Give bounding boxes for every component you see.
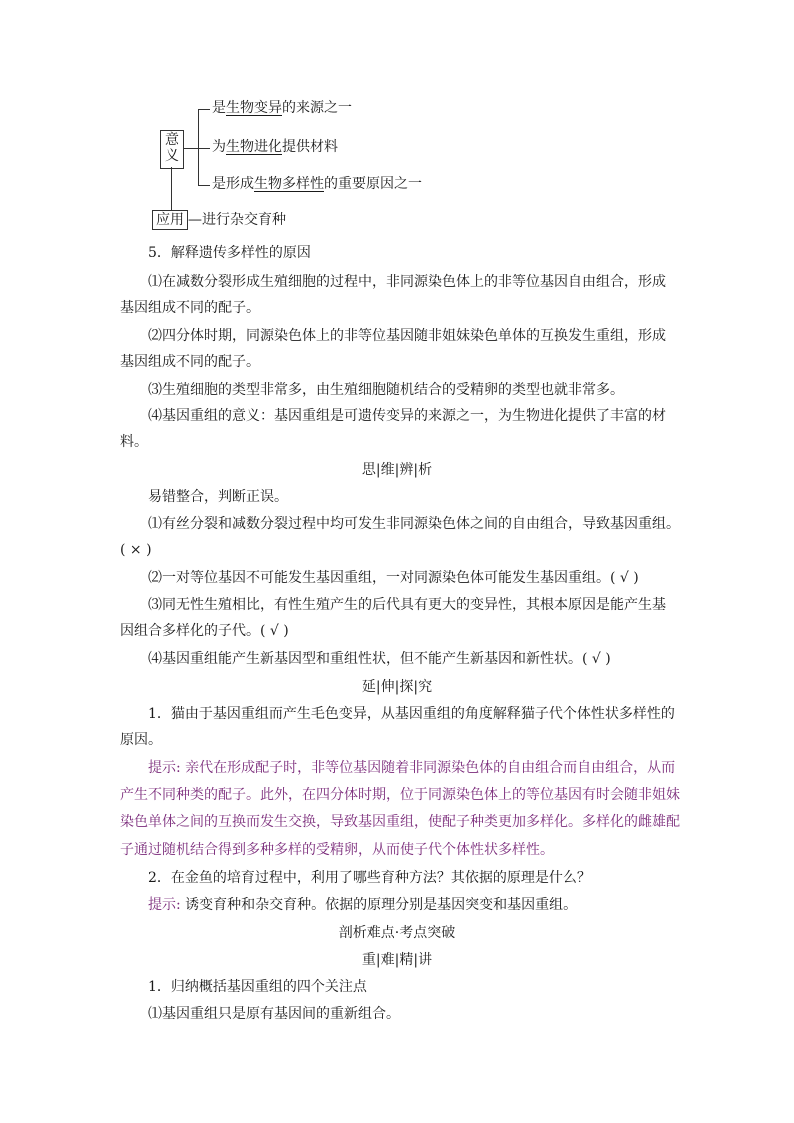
hint-paragraph: 提示: 诱变育种和杂交育种。依据的原理分别是基因突变和基因重组。	[148, 897, 578, 913]
diagram-connector	[198, 185, 210, 186]
paragraph: 易错整合，判断正误。	[148, 489, 288, 505]
question: 原因。	[120, 732, 162, 748]
section-heading: 剖析难点·考点突破	[338, 925, 456, 941]
paragraph: ⑷基因重组的意义：基因重组是可遗传变异的来源之一，为生物进化提供了丰富的材	[148, 408, 666, 424]
hint-label: 提示:	[148, 760, 181, 776]
branch-3: 是形成生物多样性的重要原因之一	[212, 176, 422, 192]
question: ⑵一对等位基因不可能发生基因重组，一对同源染色体可能发生基因重组。( √ )	[148, 570, 639, 586]
meaning-box	[160, 130, 184, 169]
diagram-connector	[184, 148, 198, 149]
question: ⑷基因重组能产生新基因型和重组性状，但不能产生新基因和新性状。( √ )	[148, 651, 611, 667]
diagram-connector	[198, 109, 210, 110]
meaning-label-2: 义	[165, 148, 179, 164]
question: 因组合多样化的子代。( √ )	[120, 623, 289, 639]
diagram-bracket	[198, 109, 199, 185]
question: ⑶同无性生殖相比，有性生殖产生的后代具有更大的变异性，其根本原因是能产生基	[148, 597, 666, 613]
diagram-connector	[198, 148, 210, 149]
application-box	[152, 210, 188, 230]
meaning-label-1: 意	[165, 132, 179, 148]
hint-paragraph: 产生不同种类的配子。此外，在四分体时期，位于同源染色体上的等位基因有时会随非姐妹	[120, 787, 680, 803]
paragraph: 基因组成不同的配子。	[120, 300, 260, 316]
paragraph: ⑵四分体时期，同源染色体上的非等位基因随非姐妹染色单体的互换发生重组，形成	[148, 328, 666, 344]
question: ⑴有丝分裂和减数分裂过程中均可发生非同源染色体之间的自由组合，导致基因重组。	[148, 516, 680, 532]
hint-paragraph: 染色单体之间的互换而发生交换，导致基因重组，使配子种类更加多样化。多样化的雌雄配	[120, 814, 680, 830]
answer-mark: ( × )	[120, 542, 152, 558]
paragraph: ⑴基因重组只是原有基因间的重新组合。	[148, 1006, 400, 1022]
branch-1: 是生物变异的来源之一	[212, 100, 352, 116]
paragraph: ⑴在减数分裂形成生殖细胞的过程中，非同源染色体上的非等位基因自由组合，形成	[148, 274, 666, 290]
section-heading: 延|伸|探|究	[361, 679, 433, 695]
section-5-title: 5．解释遗传多样性的原因	[148, 245, 311, 261]
hint-paragraph: 子通过随机结合得到多种多样的受精卵，从而使子代个体性状多样性。	[120, 842, 554, 858]
application-text: —进行杂交育种	[188, 212, 286, 228]
hint-label: 提示:	[148, 897, 181, 913]
application-label: 应用	[156, 212, 184, 228]
paragraph: 1．归纳概括基因重组的四个关注点	[148, 979, 367, 995]
paragraph: ⑶生殖细胞的类型非常多，由生殖细胞随机结合的受精卵的类型也就非常多。	[148, 382, 624, 398]
paragraph: 料。	[120, 434, 148, 450]
question: 2．在金鱼的培育过程中，利用了哪些育种方法？其依据的原理是什么？	[148, 870, 591, 886]
branch-2: 为生物进化提供材料	[212, 139, 338, 155]
section-subheading: 重|难|精|讲	[361, 952, 433, 968]
section-heading: 思|维|辨|析	[361, 462, 433, 478]
paragraph: 基因组成不同的配子。	[120, 354, 260, 370]
question: 1．猫由于基因重组而产生毛色变异，从基因重组的角度解释猫子代个体性状多样性的	[148, 706, 675, 722]
diagram-connector	[171, 167, 172, 210]
hint-paragraph: 提示: 亲代在形成配子时，非等位基因随着非同源染色体的自由组合而自由组合，从而	[148, 760, 676, 776]
